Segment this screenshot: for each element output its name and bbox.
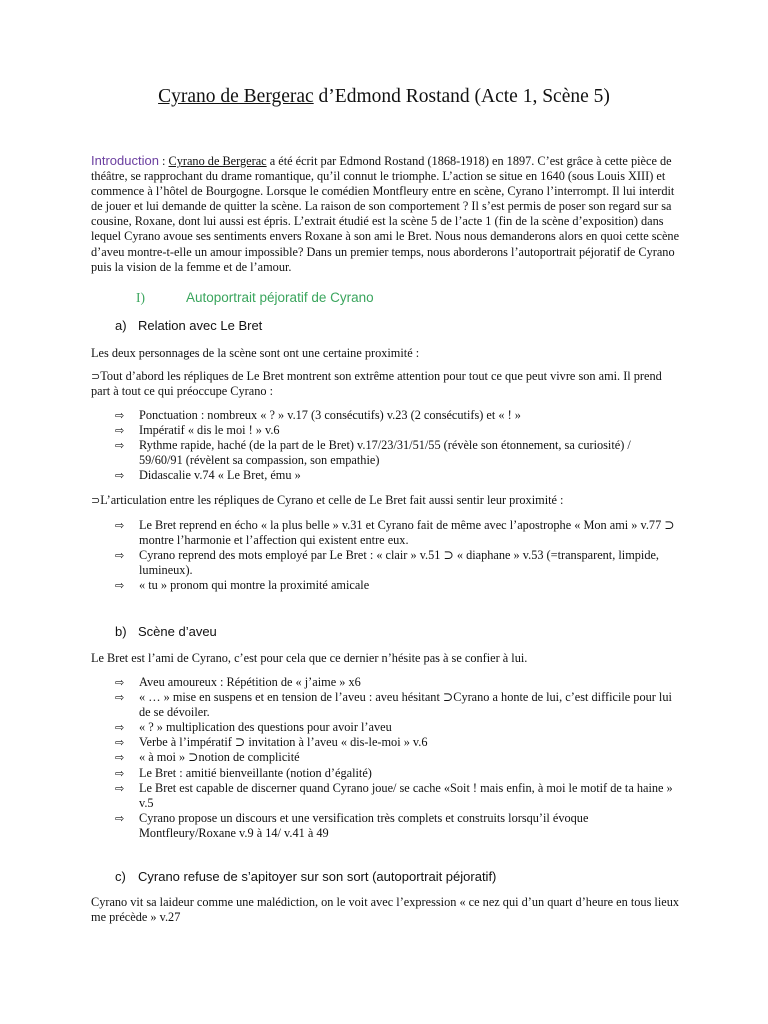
arrow-icon: ⇨ <box>115 409 125 422</box>
list-item <box>115 735 675 750</box>
arrow-icon: ⇨ <box>115 519 125 532</box>
list-item <box>115 720 675 735</box>
arrow-icon: ⇨ <box>115 736 125 750</box>
list-item-text: « ? » multiplication des questions pour avoir l’aveu <box>139 720 392 735</box>
section-a-list-1 <box>115 408 675 483</box>
title-work: Cyrano de Bergerac <box>158 86 314 107</box>
list-item <box>115 675 675 690</box>
section-a-paragraph-2 <box>91 369 681 399</box>
list-item <box>115 578 675 593</box>
arrow-icon: ⇨ <box>115 781 125 795</box>
intro-separator: : <box>158 154 169 168</box>
arrow-icon: ⇨ <box>115 424 125 438</box>
arrow-icon: ⇨ <box>115 811 125 825</box>
arrow-icon: ⇨ <box>115 469 125 483</box>
list-item-text: Rythme rapide, haché (de la part de le Bret) v.17/23/31/51/55 (révèle son étonnement, sa curiosité) / 59/60/91 (révèlent sa compassion, son empathie) <box>139 438 631 468</box>
document-title <box>0 86 768 108</box>
list-item <box>115 690 675 720</box>
list-item <box>115 438 675 468</box>
implies-symbol: ⊃ <box>91 370 101 383</box>
introduction-label: Introduction <box>91 153 159 168</box>
list-item <box>115 408 675 423</box>
list-item <box>115 766 675 781</box>
section-a-paragraph-3 <box>91 493 681 508</box>
section-a-p2-text: Tout d’abord les répliques de Le Bret montrent son extrême attention pour tout ce que peut vivre son ami. Il prend part à tout ce qui préoccupe Cyrano : <box>91 369 662 399</box>
list-item-text: « à moi » ⊃notion de complicité <box>139 750 300 765</box>
section-a-p3-text: L’articulation entre les répliques de Cyrano et celle de Le Bret fait aussi sentir leur proximité : <box>100 493 564 507</box>
section-c-number: c) <box>115 869 126 884</box>
list-item <box>115 423 675 438</box>
list-item-text: Le Bret reprend en écho « la plus belle » v.31 et Cyrano fait de même avec l’apostrophe « Mon ami » v.77 ⊃ montre l’harmonie et l’affection qui existent entre eux. <box>139 518 675 548</box>
arrow-icon: ⇨ <box>115 579 125 593</box>
section-c-paragraph: Cyrano vit sa laideur comme une malédiction, on le voit avec l’expression « ce nez qui d’un quart d’heure en tous lieux me précède » v.27 <box>91 895 680 925</box>
arrow-icon: ⇨ <box>115 439 125 453</box>
intro-work-title: Cyrano de Bergerac <box>168 154 267 168</box>
list-item-text: Impératif « dis le moi ! » v.6 <box>139 423 280 438</box>
part-1-heading <box>136 290 374 306</box>
arrow-icon: ⇨ <box>115 721 125 735</box>
arrow-icon: ⇨ <box>115 676 125 689</box>
arrow-icon: ⇨ <box>115 691 125 705</box>
section-b-intro: Le Bret est l’ami de Cyrano, c’est pour cela que ce dernier n’hésite pas à se confier à lui. <box>91 651 528 665</box>
list-item <box>115 750 675 765</box>
section-a-title: Relation avec Le Bret <box>138 318 263 333</box>
implies-symbol: ⊃ <box>91 494 101 507</box>
title-rest: d’Edmond Rostand (Acte 1, Scène 5) <box>313 86 610 107</box>
list-item-text: Ponctuation : nombreux « ? » v.17 (3 consécutifs) v.23 (2 consécutifs) et « ! » <box>139 408 521 422</box>
section-a-number: a) <box>115 318 127 333</box>
section-a-intro: Les deux personnages de la scène sont ont une certaine proximité : <box>91 346 420 360</box>
list-item <box>115 781 675 811</box>
list-item <box>115 468 675 483</box>
arrow-icon: ⇨ <box>115 751 125 765</box>
list-item <box>115 518 675 548</box>
list-item-text: Verbe à l’impératif ⊃ invitation à l’aveu « dis-le-moi » v.6 <box>139 735 428 750</box>
section-a-heading <box>115 318 262 333</box>
arrow-icon: ⇨ <box>115 766 125 780</box>
list-item <box>115 811 675 841</box>
part-1-title: Autoportrait péjoratif de Cyrano <box>186 290 374 305</box>
list-item-text: Cyrano propose un discours et une versification très complets et construits lorsqu’il évoque Montfleury/Roxane v.9 à 14/ v.41 à 49 <box>139 810 589 840</box>
section-c-heading <box>115 869 496 884</box>
list-item-text: Le Bret est capable de discerner quand Cyrano joue/ se cache «Soit ! mais enfin, à moi le motif de ta haine » v.5 <box>139 780 673 810</box>
intro-text: a été écrit par Edmond Rostand (1868-1918) en 1897. C’est grâce à cette pièce de théâtre, se rapprochant du drame romantique, qu’il connut le triomphe. L’action se situe en 1640 (sous Louis XIII) et commence à l’hôtel de Bourgogne. Lorsque le comédien Montfleury entre en scène, Cyrano l’interrompt. Il lui interdit de jouer et lui demande de quitter la scène. La raison de son comportement ? Il s’est permis de poser son regard sur sa cousine, Roxane, dont lui aussi est épris. L’extrait étudié est la scène 5 de l’acte 1 (fin de la scène d’exposition) dans lequel Cyrano avoue ses sentiments envers Roxane à son ami le Bret. Nous nous demanderons alors en quoi cette scène d’aveu montre-t-elle un amour impossible? Dans un premier temps, nous aborderons l’autoportrait péjoratif de Cyrano puis la vision de la femme et de l’amour. <box>91 154 680 274</box>
part-1-number: I) <box>136 290 145 305</box>
section-b-list <box>115 675 675 841</box>
section-b-number: b) <box>115 624 127 639</box>
section-b-title: Scène d’aveu <box>138 624 217 639</box>
list-item-text: Cyrano reprend des mots employé par Le Bret : « clair » v.51 ⊃ « diaphane » v.53 (=transparent, limpide, lumineux). <box>139 548 660 578</box>
list-item-text: « tu » pronom qui montre la proximité amicale <box>139 578 370 593</box>
list-item <box>115 548 675 578</box>
list-item-text: Aveu amoureux : Répétition de « j’aime » x6 <box>139 675 361 689</box>
arrow-icon: ⇨ <box>115 549 125 563</box>
list-item-text: Le Bret : amitié bienveillante (notion d’égalité) <box>139 765 372 780</box>
section-c-title: Cyrano refuse de s’apitoyer sur son sort (autoportrait péjoratif) <box>138 869 497 884</box>
section-a-list-2 <box>115 518 675 593</box>
list-item-text: Didascalie v.74 « Le Bret, ému » <box>139 468 301 483</box>
list-item-text: « … » mise en suspens et en tension de l’aveu : aveu hésitant ⊃Cyrano a honte de lui, c’est difficile pour lui de se dévoiler. <box>139 690 672 720</box>
introduction-paragraph <box>91 153 681 275</box>
section-b-heading <box>115 624 217 639</box>
